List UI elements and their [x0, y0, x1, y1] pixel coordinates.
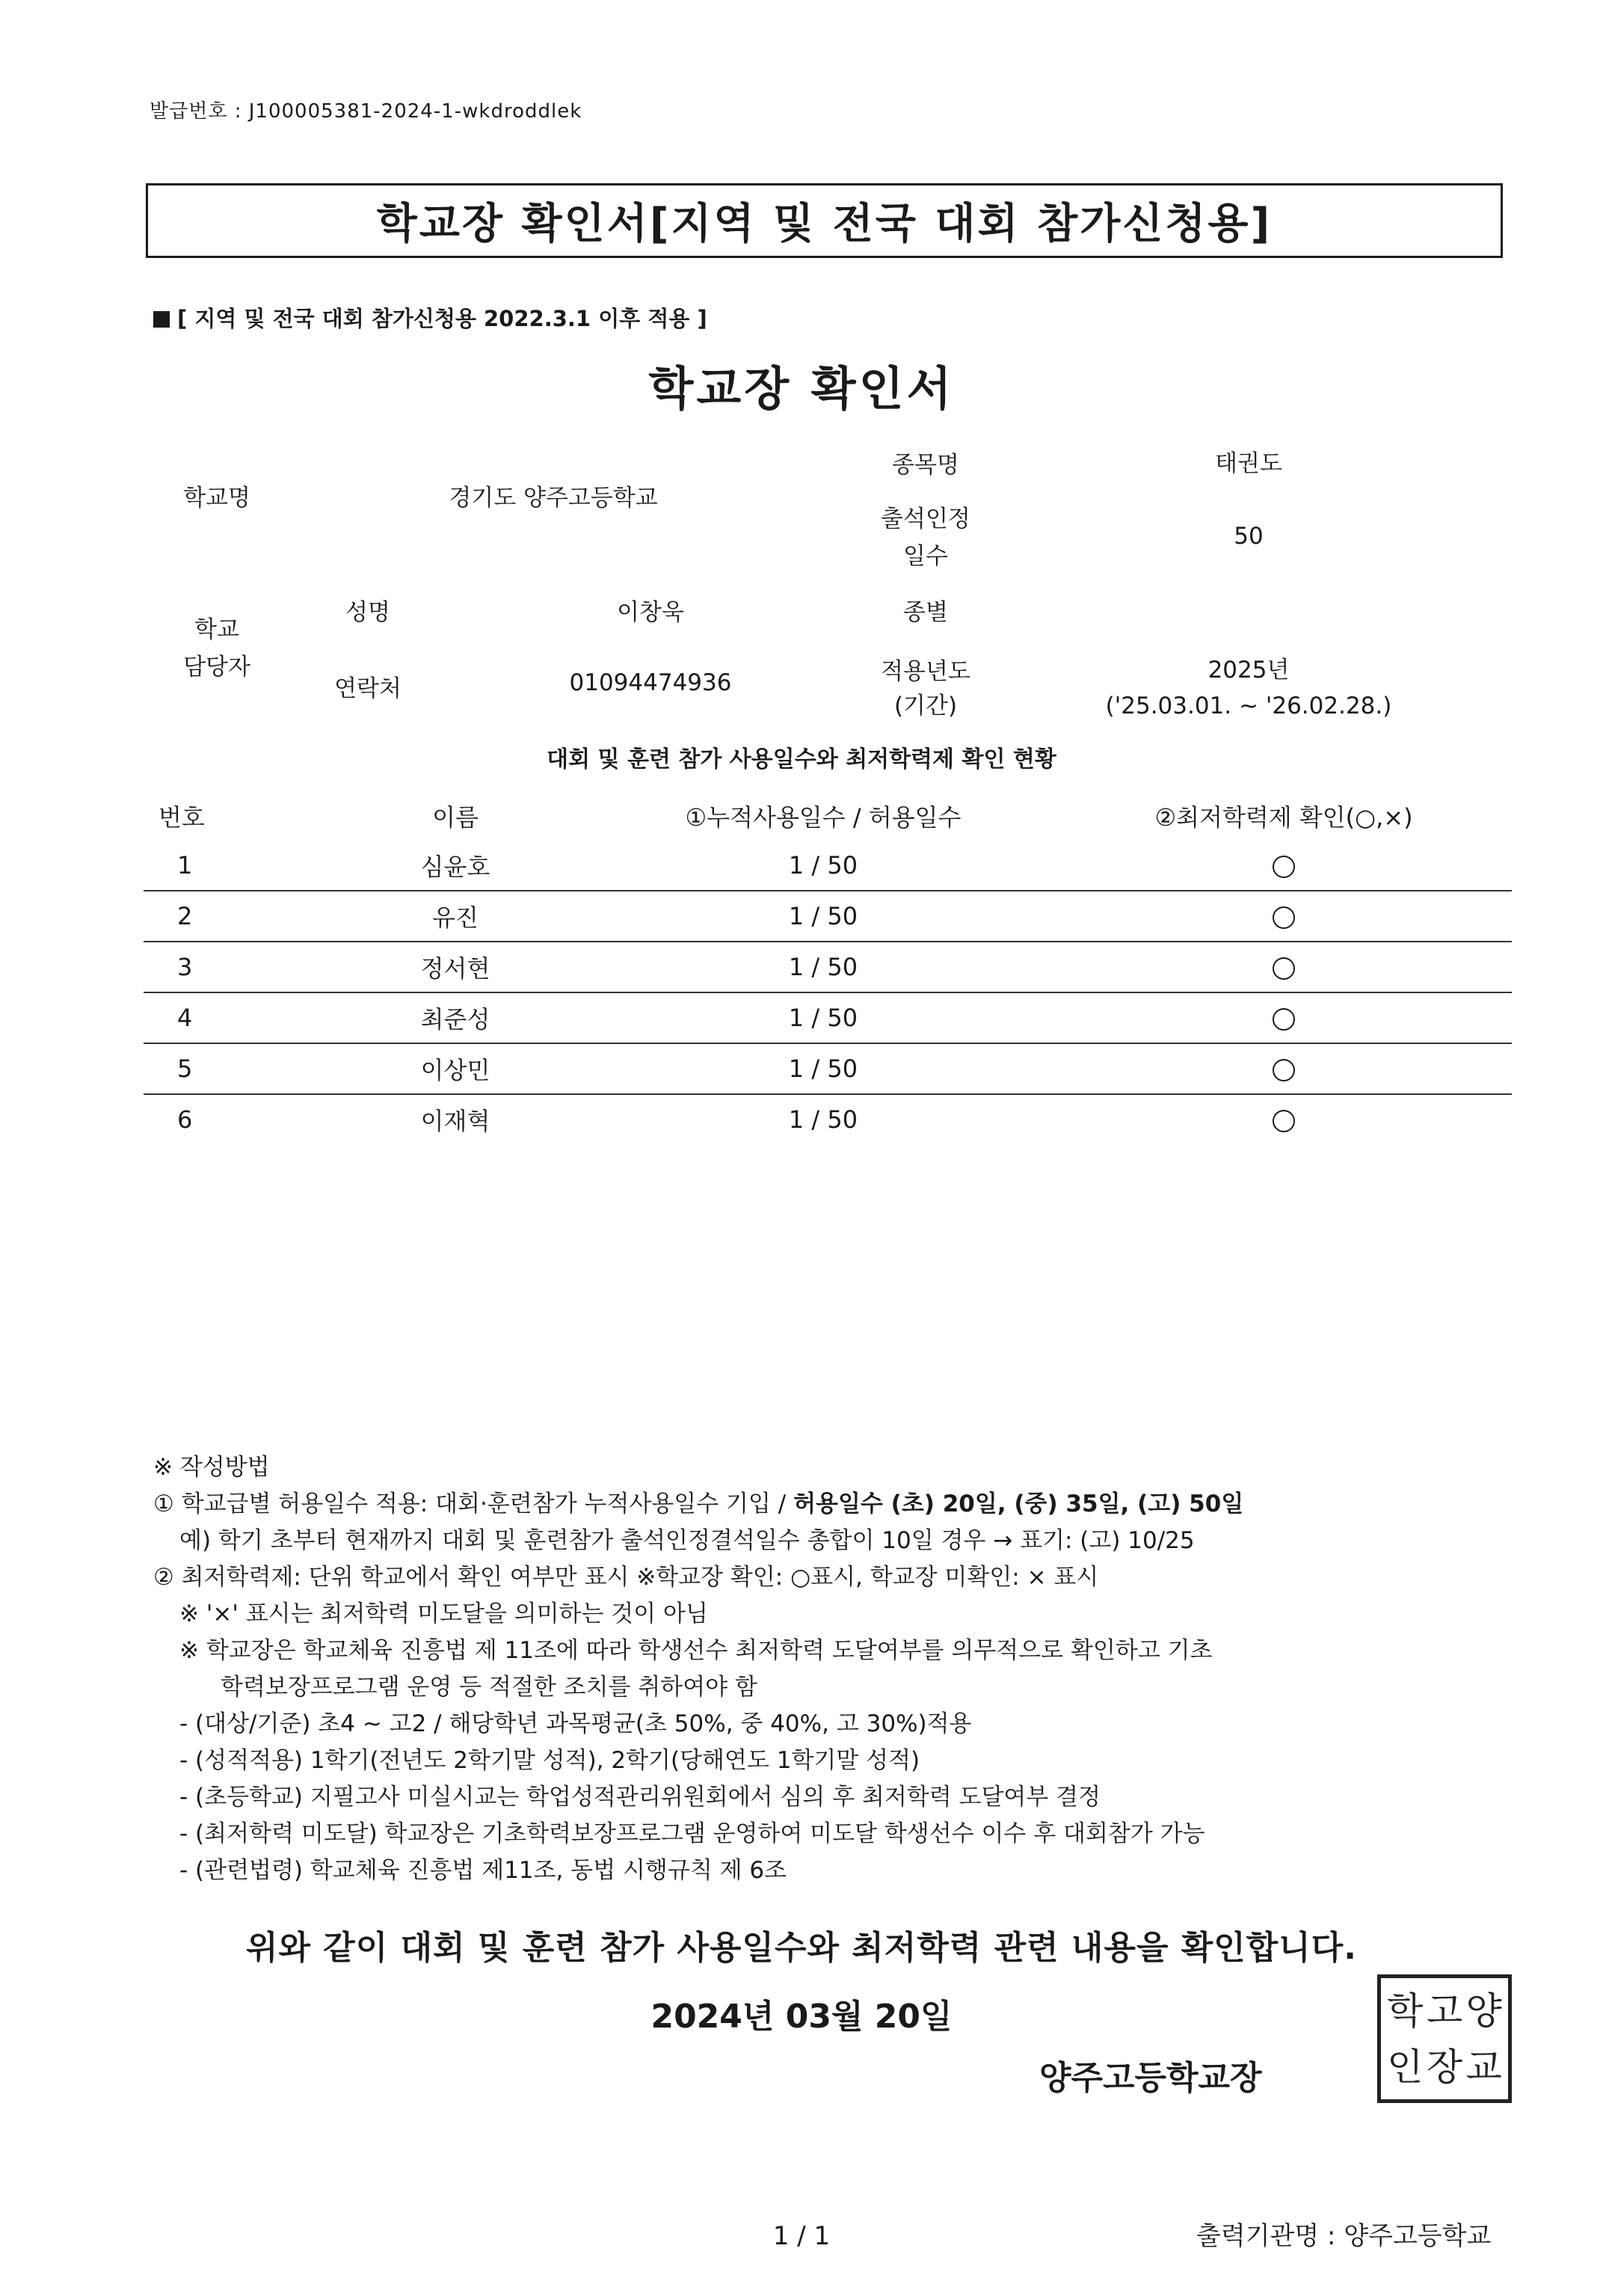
note-2-b-line-1: ※ 학교장은 학교체육 진흥법 제 11조에 따라 학생선수 최저학력 도달여부를 의무적으로 확인하고 기초 — [179, 1637, 1213, 1664]
row-days: 1 / 50 — [591, 1043, 1056, 1094]
row-check — [1056, 1094, 1512, 1144]
row-check — [1056, 992, 1512, 1043]
contact-value: 01094474936 — [569, 669, 732, 696]
footer-organization: 출력기관명 : 양주고등학교 — [1196, 2221, 1492, 2251]
section-title: 대회 및 훈련 참가 사용일수와 최저학력제 확인 현황 — [547, 746, 1056, 773]
column-header-name: 이름 — [432, 803, 479, 832]
attendance-label-1: 출석인정 — [881, 506, 970, 532]
circle-mark-icon — [1273, 856, 1295, 878]
row-days: 1 / 50 — [788, 1105, 858, 1134]
square-bullet-icon — [153, 311, 170, 328]
row-check — [1056, 841, 1512, 891]
circle-mark-icon — [1273, 1059, 1295, 1081]
writing-instructions — [153, 1449, 1522, 1889]
table-row — [144, 942, 1512, 992]
official-seal — [1377, 1974, 1512, 2103]
seal-char: 고 — [1426, 1989, 1463, 2033]
table-row — [144, 891, 1512, 942]
event-value: 태권도 — [1215, 450, 1282, 477]
year-value-1: 2025년 — [1207, 657, 1290, 684]
row-name: 유진 — [320, 891, 591, 942]
column-header-number: 번호 — [159, 803, 205, 832]
row-check — [1056, 891, 1512, 942]
row-days: 1 / 50 — [591, 992, 1056, 1043]
row-number: 2 — [144, 891, 320, 942]
category-label: 종별 — [903, 599, 948, 626]
contact-label: 연락처 — [334, 675, 401, 702]
note-2: ② 최저학력제: 단위 학교에서 확인 여부만 표시 ※학교장 확인: ○표시, 학교장 미확인: × 표시 — [153, 1564, 1099, 1591]
column-header-days: ①누적사용일수 / 허용일수 — [685, 803, 962, 832]
row-number: 6 — [177, 1105, 193, 1134]
row-check — [1056, 1043, 1512, 1094]
note-detail-3: - (초등학교) 지필고사 미실시교는 학업성적관리위원회에서 심의 후 최저학력 도달여부 결정 — [179, 1784, 1101, 1811]
row-name: 최준성 — [320, 992, 591, 1043]
school-value: 경기도 양주고등학교 — [449, 485, 658, 512]
seal-char: 학 — [1387, 1989, 1424, 2033]
note-detail-4: - (최저학력 미도달) 학교장은 기초학력보장프로그램 운영하여 미도달 학생선수 이수 후 대회참가 가능 — [179, 1820, 1205, 1847]
table-row — [144, 992, 1512, 1043]
note-detail-2: - (성적적용) 1학기(전년도 2학기말 성적), 2학기(당해연도 1학기말 성적) — [179, 1747, 920, 1774]
row-number: 5 — [144, 1043, 320, 1094]
row-days: 1 / 50 — [591, 841, 1056, 891]
row-number: 4 — [144, 992, 320, 1043]
document-title-box — [146, 183, 1503, 258]
row-name: 이상민 — [320, 1043, 591, 1094]
note-detail-1: - (대상/기준) 초4 ~ 고2 / 해당학년 과목평균(초 50%, 중 40%, 고 30%)적용 — [179, 1710, 972, 1737]
table-row — [144, 1043, 1512, 1094]
table-header-row — [144, 791, 1512, 841]
note-detail-5: - (관련법령) 학교체육 진흥법 제11조, 동법 시행규칙 제 6조 — [179, 1857, 787, 1884]
event-label: 종목명 — [892, 452, 959, 479]
attendance-label-2: 일수 — [903, 543, 948, 570]
row-number: 3 — [144, 942, 320, 992]
subheading: [ 지역 및 전국 대회 참가신청용 2022.3.1 이후 적용 ] — [153, 302, 707, 333]
row-check — [1056, 942, 1512, 992]
document-title: 학교장 확인서[지역 및 전국 대회 참가신청용] — [376, 200, 1273, 248]
seal-char: 장 — [1426, 2045, 1463, 2089]
seal-char: 교 — [1465, 2045, 1502, 2089]
school-label: 학교명 — [183, 485, 250, 512]
circle-mark-icon — [1273, 957, 1295, 980]
row-name: 이재혁 — [420, 1107, 490, 1135]
note-2-b-line-2: 학력보장프로그램 운영 등 적절한 조치를 취하여야 함 — [221, 1674, 757, 1701]
seal-char: 인 — [1387, 2045, 1424, 2089]
note-2-a: ※ '×' 표시는 최저학력 미도달을 의미하는 것이 아님 — [179, 1600, 708, 1627]
circle-mark-icon — [1273, 1110, 1295, 1132]
issue-number: 발급번호 : J100005381-2024-1-wkdroddlek — [150, 100, 582, 123]
confirmation-statement: 위와 같이 대회 및 훈련 참가 사용일수와 최저학력 관련 내용을 확인합니다. — [245, 1929, 1357, 1967]
row-name: 심윤호 — [320, 841, 591, 891]
row-days: 1 / 50 — [591, 942, 1056, 992]
attendance-value: 50 — [1234, 523, 1264, 550]
notes-header: ※ 작성방법 — [153, 1454, 270, 1481]
year-label-2: (기간) — [893, 693, 958, 719]
table-row — [144, 841, 1512, 891]
row-number: 1 — [144, 841, 320, 891]
column-header-check: ②최저학력제 확인(○,×) — [1154, 803, 1413, 832]
row-days: 1 / 50 — [591, 891, 1056, 942]
manager-label-2: 담당자 — [183, 654, 250, 681]
page-number: 1 / 1 — [772, 2221, 831, 2251]
row-name: 정서현 — [320, 942, 591, 992]
principal-name: 양주고등학교장 — [1039, 2059, 1262, 2097]
year-value-2: ('25.03.01. ~ '26.02.28.) — [1105, 693, 1392, 719]
circle-mark-icon — [1273, 1008, 1295, 1031]
issue-date: 2024년 03월 20일 — [650, 1998, 953, 2036]
note-1-example: 예) 학기 초부터 현재까지 대회 및 훈련참가 출석인정결석일수 총합이 10일 경우 → 표기: (고) 10/25 — [179, 1527, 1195, 1554]
seal-char: 양 — [1465, 1989, 1502, 2033]
participant-table — [144, 791, 1512, 1144]
circle-mark-icon — [1273, 906, 1295, 929]
table-row — [144, 1094, 1512, 1144]
name-label: 성명 — [345, 599, 390, 626]
name-value: 이창욱 — [617, 599, 684, 626]
note-1: ① 학교급별 허용일수 적용: 대회·훈련참가 누적사용일수 기입 / 허용일수 (초) 20일, (중) 35일, (고) 50일 — [153, 1491, 1244, 1517]
main-title: 학교장 확인서 — [648, 361, 955, 416]
manager-label-1: 학교 — [194, 616, 239, 643]
year-label-1: 적용년도 — [881, 658, 970, 685]
